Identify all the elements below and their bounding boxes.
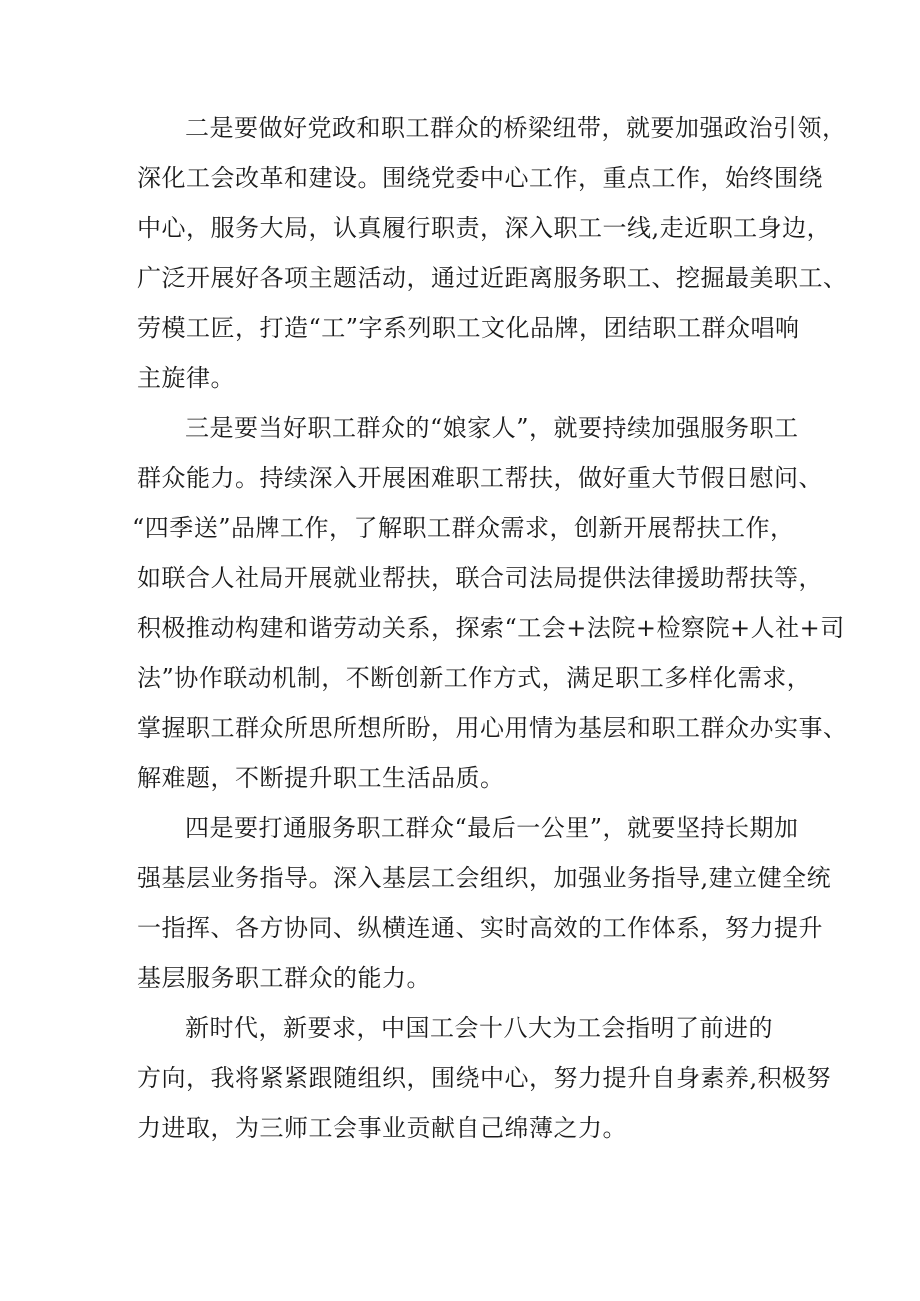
text-line: 掌握职工群众所思所想所盼，用心用情为基层和职工群众办实事、	[137, 714, 848, 742]
text-line: 基层服务职工群众的能力。	[137, 964, 431, 992]
text-line: 群众能力。持续深入开展困难职工帮扶，做好重大节假日慰问、	[137, 464, 823, 492]
text-line: 方向，我将紧紧跟随组织，围绕中心，努力提升自身素养,积极努	[137, 1064, 832, 1092]
text-line: 深化工会改革和建设。围绕党委中心工作，重点工作，始终围绕	[137, 164, 823, 192]
text-line: 三是要当好职工群众的“娘家人”，就要持续加强服务职工	[185, 414, 799, 442]
text-line: 劳模工匠，打造“工”字系列职工文化品牌，团结职工群众唱响	[137, 314, 800, 342]
text-line: 新时代，新要求，中国工会十八大为工会指明了前进的	[185, 1014, 773, 1042]
text-line: “四季送”品牌工作，了解职工群众需求，创新开展帮扶工作，	[132, 514, 795, 542]
text-line: 强基层业务指导。深入基层工会组织，加强业务指导,建立健全统	[137, 864, 832, 892]
text-line: 一指挥、各方协同、纵横连通、实时高效的工作体系，努力提升	[137, 914, 823, 942]
text-line: 如联合人社局开展就业帮扶，联合司法局提供法律援助帮扶等，	[137, 564, 823, 592]
text-line: 解难题，不断提升职工生活品质。	[137, 764, 505, 792]
text-line: 中心，服务大局，认真履行职责，深入职工一线,走近职工身边，	[137, 214, 832, 242]
text-line: 四是要打通服务职工群众“最后一公里”，就要坚持长期加	[185, 814, 799, 842]
text-line: 力进取，为三师工会事业贡献自己绵薄之力。	[137, 1114, 627, 1142]
text-line: 主旋律。	[137, 364, 235, 392]
text-line: 二是要做好党政和职工群众的桥梁纽带，就要加强政治引领，	[185, 114, 847, 142]
text-line: 积极推动构建和谐劳动关系，探索“工会+法院+检察院+人社+司	[137, 614, 845, 642]
text-line: 广泛开展好各项主题活动，通过近距离服务职工、挖掘最美职工、	[137, 264, 848, 292]
text-line: 法”协作联动机制，不断创新工作方式，满足职工多样化需求，	[137, 664, 812, 692]
